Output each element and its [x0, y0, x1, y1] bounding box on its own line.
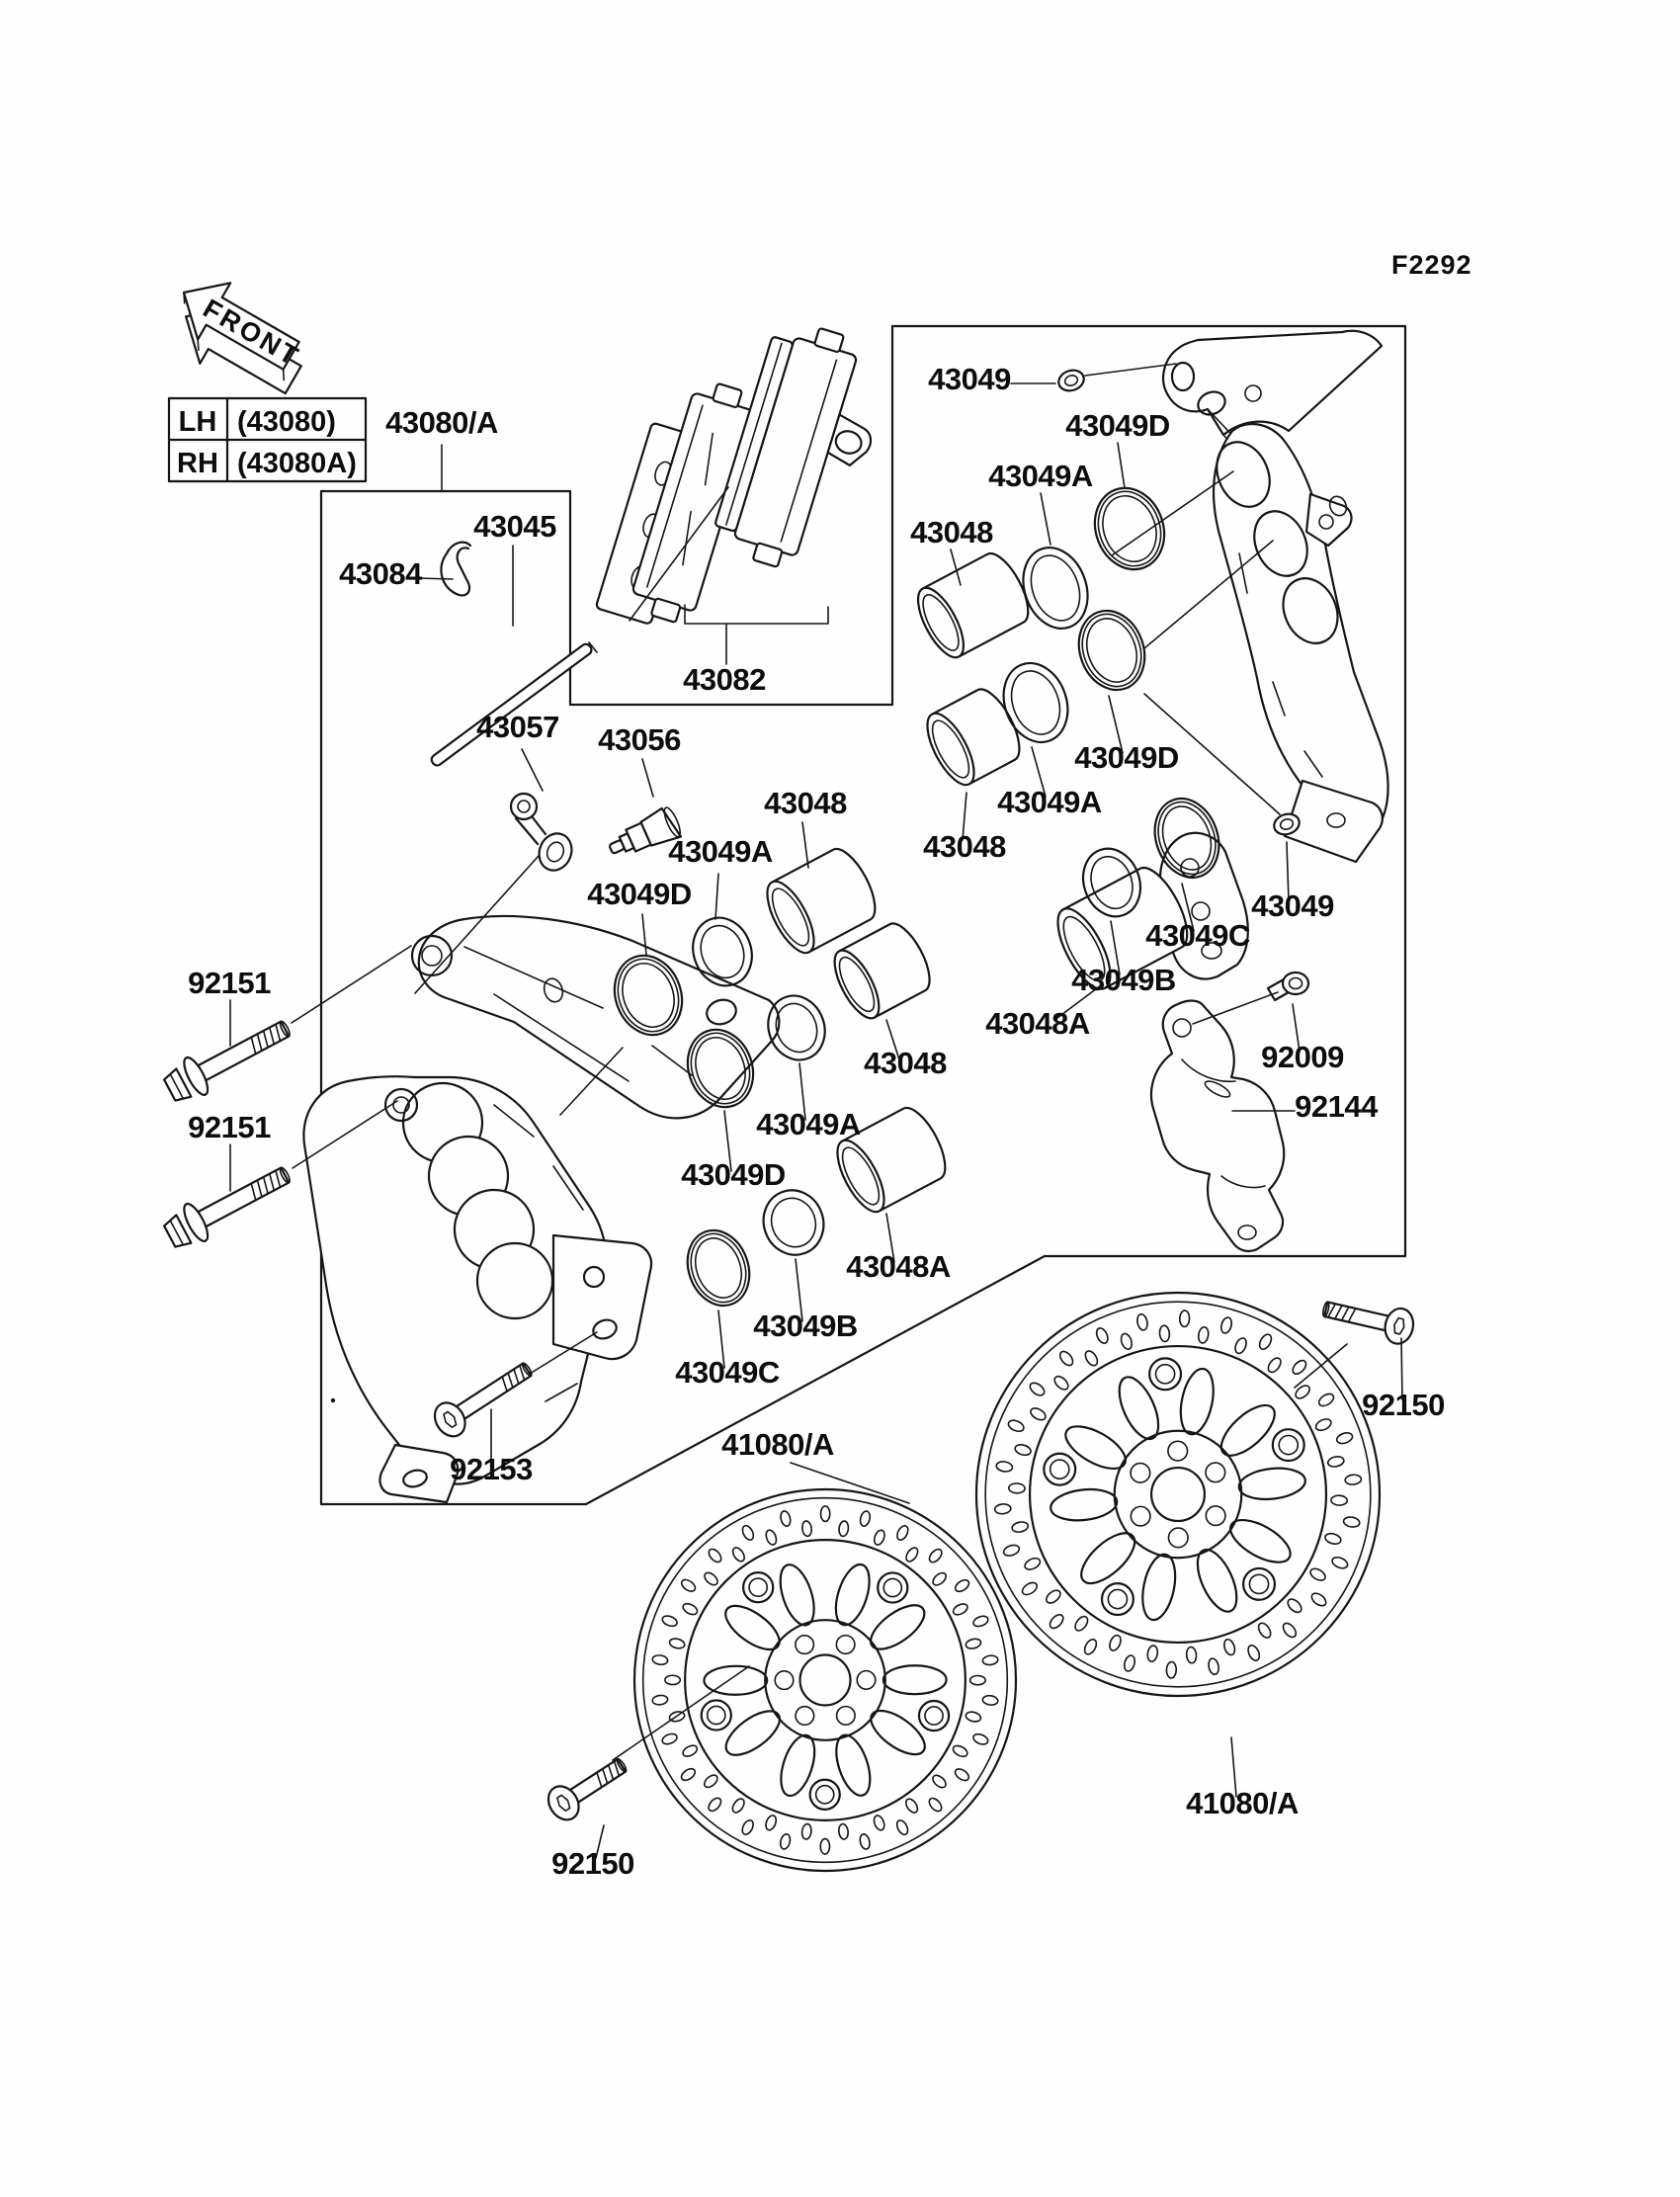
part-label: 43049A	[756, 1107, 861, 1141]
washer	[1056, 367, 1087, 393]
part-label: 43048A	[846, 1249, 951, 1284]
part-label: 41080/A	[721, 1427, 834, 1462]
right-caliper-half	[1160, 331, 1388, 979]
brake-pads	[596, 315, 898, 638]
caliper-link	[511, 794, 577, 876]
seal-ring	[677, 1222, 759, 1314]
figure-code: F2292	[1391, 250, 1472, 280]
print-dot	[331, 1398, 335, 1402]
part-label: 43049A	[668, 834, 773, 869]
part-label: 43049D	[1065, 408, 1170, 443]
seal-ring	[755, 1182, 833, 1264]
part-label: 43048	[864, 1046, 947, 1080]
part-label: 43049D	[681, 1157, 786, 1192]
part-label: 43049	[928, 362, 1011, 396]
part-label: 43045	[473, 509, 556, 544]
front-arrow-label: FRONT	[198, 293, 306, 373]
part-label: 43082	[683, 662, 766, 697]
part-label: 43084	[339, 556, 422, 591]
part-label: 43049B	[1071, 963, 1176, 997]
socket-bolt	[543, 1749, 633, 1825]
part-label: 43080/A	[385, 405, 498, 440]
part-label: 43049B	[753, 1309, 858, 1343]
part-label: 43049A	[988, 459, 1093, 493]
front-arrow-icon	[157, 265, 319, 407]
part-label: 43057	[476, 710, 559, 744]
part-label: 92150	[1362, 1388, 1445, 1422]
part-label: 92009	[1261, 1040, 1344, 1074]
part-label: 92153	[450, 1452, 533, 1486]
part-label: 92150	[551, 1846, 634, 1881]
part-label: 41080/A	[1186, 1786, 1299, 1820]
variant-side-lh: LH	[178, 406, 217, 438]
variant-table	[169, 398, 366, 481]
part-label: 43048	[923, 829, 1006, 864]
piston	[909, 548, 1038, 664]
part-label: 43048	[910, 515, 993, 549]
seal-ring	[1084, 478, 1176, 579]
flange-bolt	[160, 1155, 297, 1254]
banjo-bolt	[1268, 972, 1308, 1000]
flange-bolt	[160, 1009, 297, 1108]
left-caliper-body	[303, 1076, 651, 1502]
part-label: 92151	[188, 966, 271, 1000]
variant-side-rh: RH	[177, 448, 218, 479]
pad-clip	[441, 543, 470, 596]
brake-disc-right	[976, 1293, 1380, 1696]
part-label: 92144	[1295, 1089, 1378, 1124]
part-label: 43049D	[587, 877, 692, 911]
part-label: 43049C	[675, 1355, 780, 1390]
part-label: 43049A	[997, 785, 1102, 819]
part-label: 43049C	[1145, 918, 1250, 953]
part-label: 43056	[598, 722, 681, 757]
variant-number-rh: (43080A)	[237, 448, 357, 479]
heat-shield	[1151, 1001, 1284, 1252]
part-label: 92151	[188, 1110, 271, 1144]
part-label: 43049	[1251, 888, 1334, 923]
part-label: 43048	[764, 786, 847, 820]
part-label: 43048A	[985, 1006, 1090, 1041]
variant-number-lh: (43080)	[237, 406, 336, 438]
part-label: 43049D	[1074, 740, 1179, 775]
brake-disc-left	[634, 1489, 1016, 1871]
